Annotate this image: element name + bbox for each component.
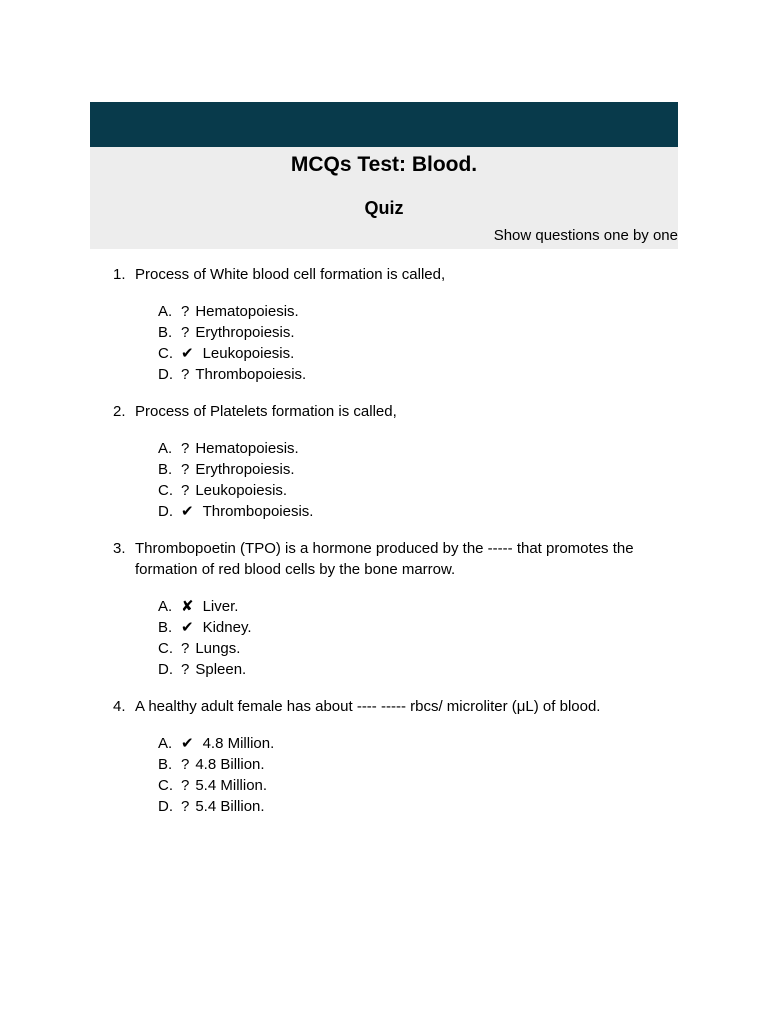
question-body <box>135 538 683 680</box>
option-text: Lungs. <box>195 640 241 657</box>
question-list <box>113 264 683 833</box>
checkmark-icon: ✔ <box>181 619 194 636</box>
question-body <box>135 696 683 817</box>
unanswered-icon: ? <box>181 482 190 499</box>
option-text: Liver. <box>202 598 239 615</box>
top-bar <box>90 102 678 147</box>
question-2 <box>113 401 683 522</box>
question-number: 2. <box>113 403 126 420</box>
option-letter: B. <box>158 619 173 636</box>
question-number: 1. <box>113 266 126 283</box>
unanswered-icon: ? <box>181 303 190 320</box>
unanswered-icon: ? <box>181 440 190 457</box>
option-list <box>158 301 683 385</box>
question-body <box>135 401 683 522</box>
checkmark-icon: ✔ <box>181 503 194 520</box>
option-c[interactable] <box>158 480 683 501</box>
option-letter: A. <box>158 440 173 457</box>
option-text: Thrombopoiesis. <box>202 503 314 520</box>
option-d[interactable] <box>158 796 683 817</box>
option-c[interactable] <box>158 343 683 364</box>
option-text: Kidney. <box>202 619 252 636</box>
option-letter: C. <box>158 482 173 499</box>
quiz-header <box>90 147 678 249</box>
option-letter: B. <box>158 324 173 341</box>
option-text: Erythropoiesis. <box>195 461 295 478</box>
option-text: Spleen. <box>195 661 247 678</box>
option-text: 4.8 Billion. <box>195 756 265 773</box>
option-list <box>158 733 683 817</box>
question-3 <box>113 538 683 680</box>
option-letter: A. <box>158 735 173 752</box>
option-d[interactable] <box>158 364 683 385</box>
option-d[interactable] <box>158 501 683 522</box>
option-c[interactable] <box>158 638 683 659</box>
option-letter: C. <box>158 345 173 362</box>
option-d[interactable] <box>158 659 683 680</box>
option-a[interactable] <box>158 301 683 322</box>
unanswered-icon: ? <box>181 798 190 815</box>
option-a[interactable] <box>158 596 683 617</box>
question-text: Process of White blood cell formation is called, <box>135 266 446 283</box>
option-letter: D. <box>158 366 173 383</box>
question-number: 4. <box>113 698 126 715</box>
option-letter: C. <box>158 777 173 794</box>
question-number: 3. <box>113 540 126 557</box>
option-letter: A. <box>158 303 173 320</box>
option-list <box>158 438 683 522</box>
checkmark-icon: ✔ <box>181 735 194 752</box>
option-letter: A. <box>158 598 173 615</box>
unanswered-icon: ? <box>181 461 190 478</box>
page-title: MCQs Test: Blood. <box>290 153 478 176</box>
option-c[interactable] <box>158 775 683 796</box>
unanswered-icon: ? <box>181 756 190 773</box>
option-text: Erythropoiesis. <box>195 324 295 341</box>
option-b[interactable] <box>158 459 683 480</box>
question-text: Thrombopoetin (TPO) is a hormone produced by the ----- that promotes the formation of red blood cells by the bone marrow. <box>135 540 634 578</box>
option-text: Leukopoiesis. <box>202 345 295 362</box>
option-b[interactable] <box>158 617 683 638</box>
option-text: Thrombopoiesis. <box>195 366 307 383</box>
option-text: 5.4 Billion. <box>195 798 265 815</box>
option-letter: B. <box>158 461 173 478</box>
quiz-subtitle: Quiz <box>364 198 404 218</box>
option-letter: D. <box>158 503 173 520</box>
unanswered-icon: ? <box>181 366 190 383</box>
question-text: Process of Platelets formation is called, <box>135 403 397 420</box>
question-4 <box>113 696 683 817</box>
cross-icon: ✘ <box>181 598 194 615</box>
question-text: A healthy adult female has about ---- ----- rbcs/ microliter (μL) of blood. <box>135 698 601 715</box>
question-body <box>135 264 683 385</box>
option-letter: B. <box>158 756 173 773</box>
option-text: Leukopoiesis. <box>195 482 288 499</box>
option-letter: C. <box>158 640 173 657</box>
unanswered-icon: ? <box>181 661 190 678</box>
option-text: 5.4 Million. <box>195 777 268 794</box>
unanswered-icon: ? <box>181 777 190 794</box>
question-1 <box>113 264 683 385</box>
option-text: Hematopoiesis. <box>195 303 299 320</box>
option-a[interactable] <box>158 438 683 459</box>
unanswered-icon: ? <box>181 640 190 657</box>
option-b[interactable] <box>158 322 683 343</box>
checkmark-icon: ✔ <box>181 345 194 362</box>
option-letter: D. <box>158 661 173 678</box>
option-letter: D. <box>158 798 173 815</box>
show-questions-one-by-one-link[interactable]: Show questions one by one <box>493 227 678 244</box>
unanswered-icon: ? <box>181 324 190 341</box>
option-list <box>158 596 683 680</box>
option-text: 4.8 Million. <box>202 735 275 752</box>
option-a[interactable] <box>158 733 683 754</box>
option-b[interactable] <box>158 754 683 775</box>
option-text: Hematopoiesis. <box>195 440 299 457</box>
